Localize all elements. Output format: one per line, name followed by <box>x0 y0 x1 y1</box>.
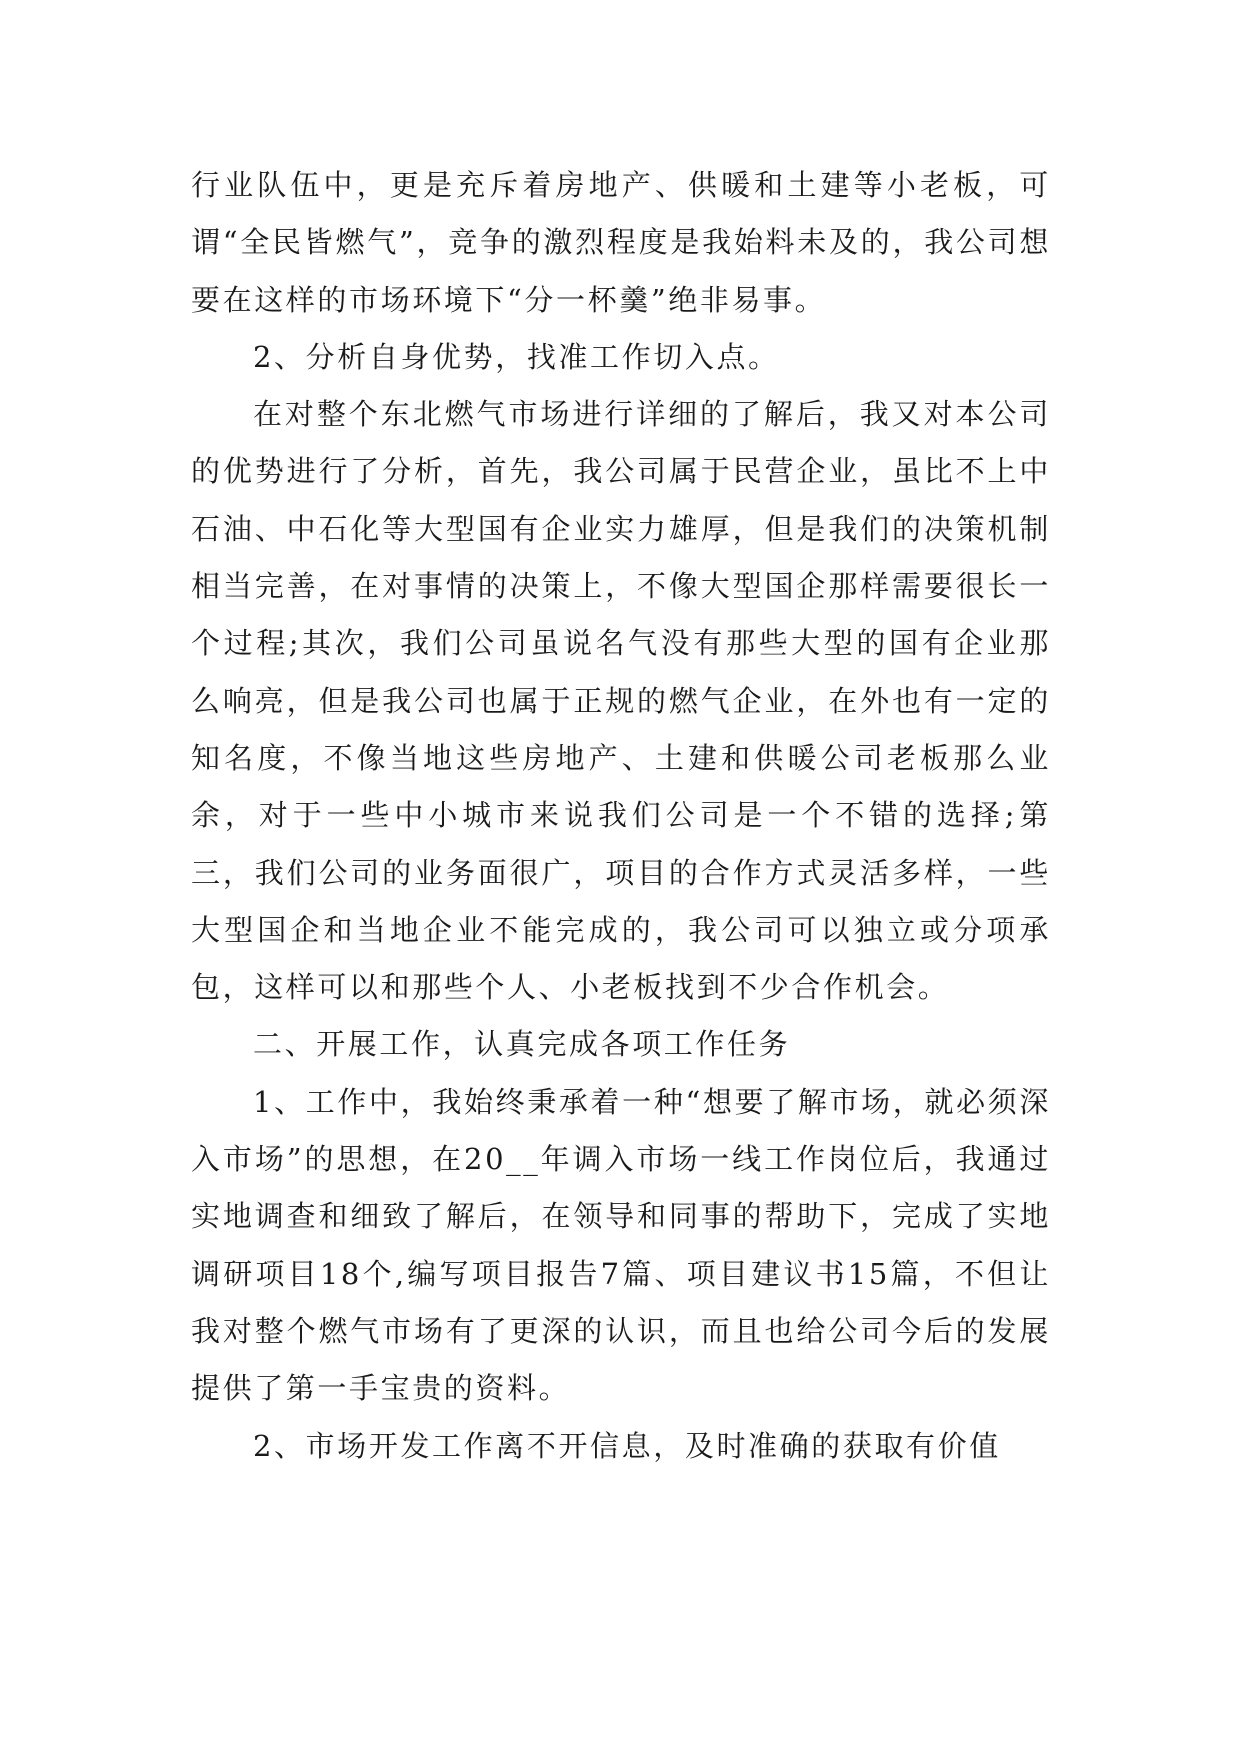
paragraph-intro: 行业队伍中，更是充斥着房地产、供暖和土建等小老板，可谓“全民皆燃气”，竞争的激烈程度是我始料未及的，我公司想要在这样的市场环境下“分一杯羹”绝非易事。 <box>191 168 1051 317</box>
paragraph-information: 2、市场开发工作离不开信息，及时准确的获取有价值 <box>253 1428 1001 1463</box>
section-heading-work: 二、开展工作，认真完成各项工作任务 <box>253 1027 791 1062</box>
document-body <box>191 157 1051 1475</box>
paragraph-advantages: 在对整个东北燃气市场进行详细的了解后，我又对本公司的优势进行了分析，首先，我公司属于民营企业，虽比不上中石油、中石化等大型国有企业实力雄厚，但是我们的决策机制相当完善，在对事情的决策上，不像大型国企那样需要很长一个过程;其次，我们公司虽说名气没有那些大型的国有企业那么响亮，但是我公司也属于正规的燃气企业，在外也有一定的知名度，不像当地这些房地产、土建和供暖公司老板那么业余，对于一些中小城市来说我们公司是一个不错的选择;第三，我们公司的业务面很广，项目的合作方式灵活多样，一些大型国企和当地企业不能完成的，我公司可以独立或分项承包，这样可以和那些个人、小老板找到不少合作机会。 <box>191 397 1051 1005</box>
paragraph-market-research: 1、工作中，我始终秉承着一种“想要了解市场，就必须深入市场”的思想，在20__年调入市场一线工作岗位后，我通过实地调查和细致了解后，在领导和同事的帮助下，完成了实地调研项目18个,编写项目报告7篇、项目建议书15篇，不但让我对整个燃气市场有了更深的认识，而且也给公司今后的发展提供了第一手宝贵的资料。 <box>191 1084 1051 1406</box>
subheading-analysis: 2、分析自身优势，找准工作切入点。 <box>253 339 780 374</box>
